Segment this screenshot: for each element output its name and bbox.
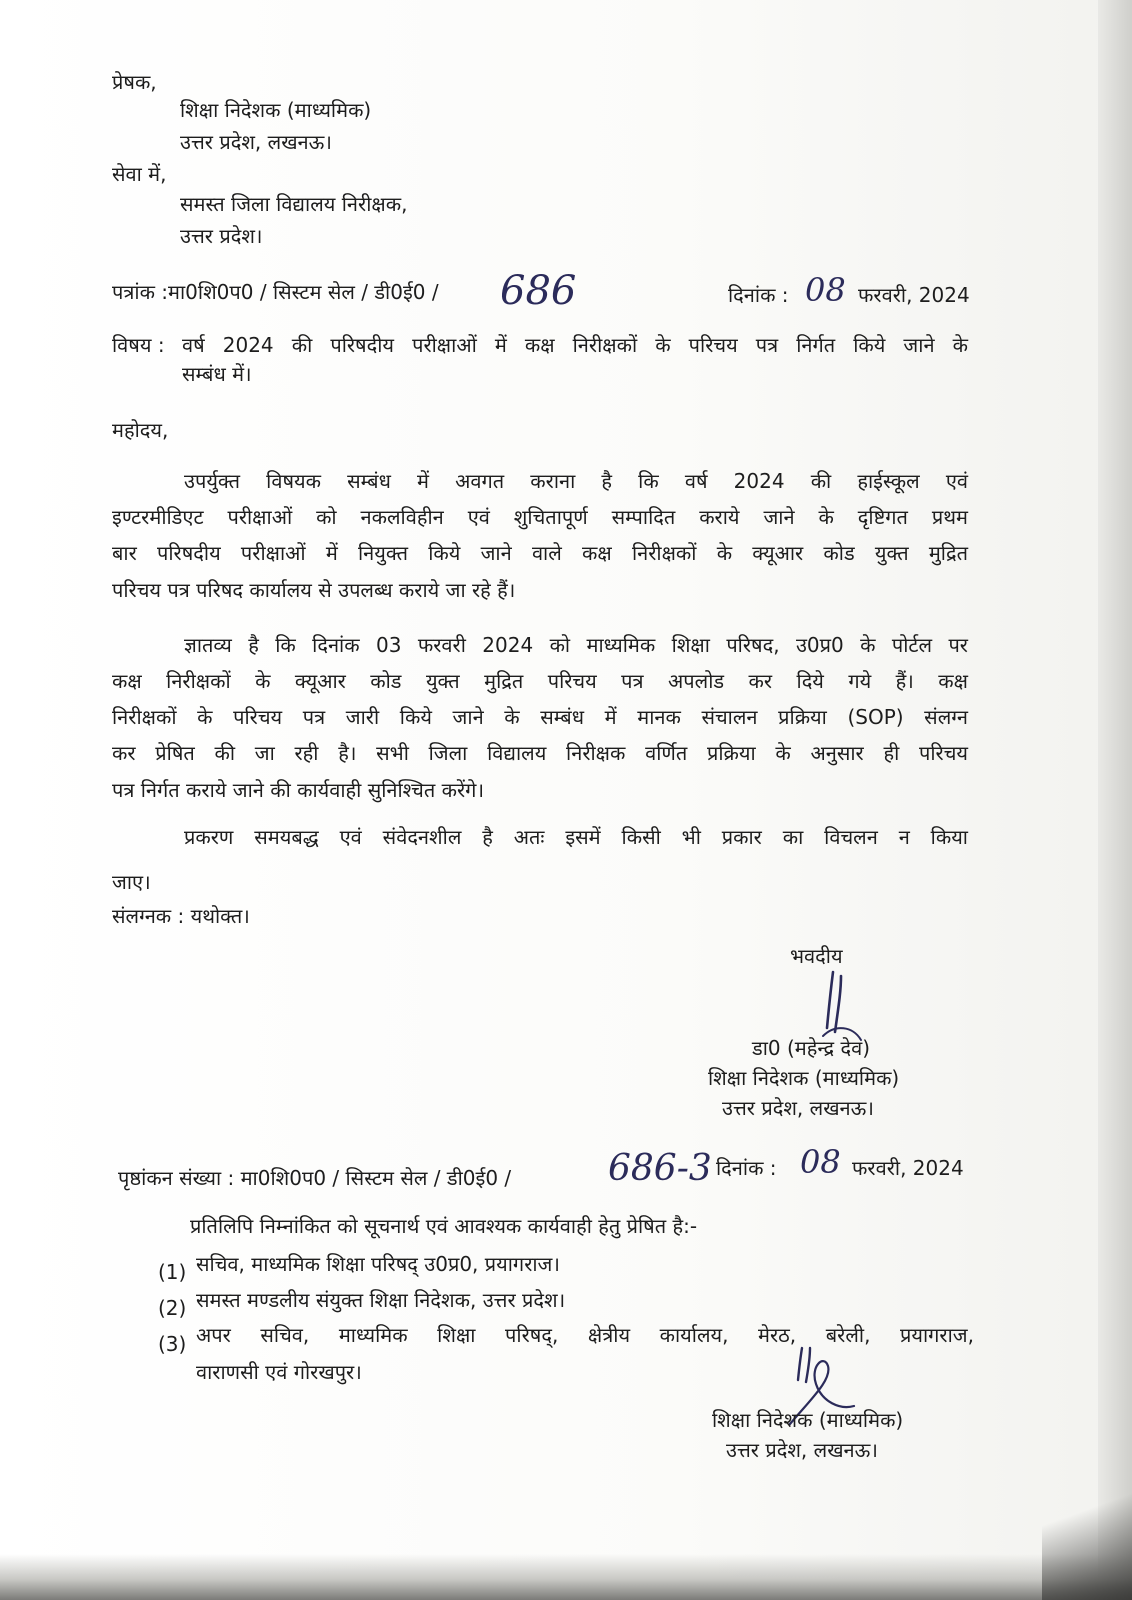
signatory-title: शिक्षा निदेशक (माध्यमिक) bbox=[708, 1066, 900, 1090]
endorsement-day: 08 bbox=[800, 1143, 841, 1181]
recipient-place: उत्तर प्रदेश। bbox=[180, 224, 263, 248]
endorsement-month-year: फरवरी, 2024 bbox=[852, 1156, 964, 1180]
para2-line: कक्ष निरीक्षकों के क्यूआर कोड युक्त मुद्रित परिचय पत्र अपलोड कर दिये गये हैं। कक्ष bbox=[112, 669, 968, 693]
ref-day: 08 bbox=[805, 271, 846, 309]
salutation: महोदय, bbox=[112, 418, 169, 442]
closing: भवदीय bbox=[790, 944, 843, 968]
subject-line-1: वर्ष 2024 की परिषदीय परीक्षाओं में कक्ष निरीक्षकों के परिचय पत्र निर्गत किये जाने के bbox=[182, 333, 968, 357]
ref-number: 686 bbox=[500, 268, 577, 314]
ref-prefix: पत्रांक :मा0शि0प0 / सिस्टम सेल / डी0ई0 / bbox=[112, 280, 439, 304]
endorsement-number: 686-3 bbox=[608, 1148, 712, 1189]
ref-month-year: फरवरी, 2024 bbox=[858, 283, 970, 307]
para3-line: प्रकरण समयबद्ध एवं संवेदनशील है अतः इसमें किसी भी प्रकार का विचलन न किया bbox=[184, 825, 968, 849]
copy-item-number: (2) bbox=[158, 1296, 187, 1320]
page-corner-shadow bbox=[1042, 1480, 1132, 1600]
para2-line: ज्ञातव्य है कि दिनांक 03 फरवरी 2024 को माध्यमिक शिक्षा परिषद, उ0प्र0 के पोर्टल पर bbox=[184, 633, 968, 657]
endorsement-date-label: दिनांक : bbox=[716, 1156, 777, 1180]
para1-line: इण्टरमीडिएट परीक्षाओं को नकलविहीन एवं शुचितापूर्ण सम्पादित कराये जाने के दृष्टिगत प्रथम bbox=[112, 505, 968, 529]
copy-intro: प्रतिलिपि निम्नांकित को सूचनार्थ एवं आवश्यक कार्यवाही हेतु प्रेषित है:- bbox=[190, 1214, 698, 1238]
copy-item-number: (1) bbox=[158, 1260, 187, 1284]
para2-line: निरीक्षकों के परिचय पत्र जारी किये जाने के सम्बंध में मानक संचालन प्रक्रिया (SOP) संलग्न bbox=[112, 705, 968, 729]
para2-line: पत्र निर्गत कराये जाने की कार्यवाही सुनिश्चित करेंगे। bbox=[112, 778, 485, 802]
subject-label: विषय : bbox=[112, 333, 165, 357]
recipient-title: समस्त जिला विद्यालय निरीक्षक, bbox=[180, 192, 408, 216]
footer-signatory-title: शिक्षा निदेशक (माध्यमिक) bbox=[712, 1408, 904, 1432]
sender-label: प्रेषक, bbox=[112, 70, 157, 94]
subject-line-2: सम्बंध में। bbox=[182, 362, 252, 386]
copy-item-number: (3) bbox=[158, 1332, 187, 1356]
para3-line: जाए। bbox=[112, 870, 151, 894]
sender-place: उत्तर प्रदेश, लखनऊ। bbox=[180, 130, 332, 154]
ref-date-label: दिनांक : bbox=[728, 283, 789, 307]
endorsement-prefix: पृष्ठांकन संख्या : मा0शि0प0 / सिस्टम सेल / डी0ई0 / bbox=[118, 1166, 512, 1190]
page-bottom-shadow bbox=[0, 1554, 1132, 1600]
para1-line: बार परिषदीय परीक्षाओं में नियुक्त किये जाने वाले कक्ष निरीक्षकों के क्यूआर कोड युक्त मुद्रित bbox=[112, 541, 968, 565]
signature-mark bbox=[805, 966, 875, 1046]
signatory-name: डा0 (महेन्द्र देव) bbox=[752, 1036, 871, 1060]
copy-item-text: समस्त मण्डलीय संयुक्त शिक्षा निदेशक, उत्तर प्रदेश। bbox=[196, 1288, 566, 1312]
para1-line: उपर्युक्त विषयक सम्बंध में अवगत कराना है कि वर्ष 2024 की हाईस्कूल एवं bbox=[184, 469, 968, 493]
to-label: सेवा में, bbox=[112, 162, 167, 186]
signatory-place: उत्तर प्रदेश, लखनऊ। bbox=[722, 1096, 874, 1120]
sender-title: शिक्षा निदेशक (माध्यमिक) bbox=[180, 98, 372, 122]
page-edge-shadow bbox=[1098, 0, 1132, 1600]
enclosure: संलग्नक : यथोक्त। bbox=[112, 904, 250, 928]
copy-item-text: सचिव, माध्यमिक शिक्षा परिषद् उ0प्र0, प्रयागराज। bbox=[196, 1252, 560, 1276]
copy-item-continuation: वाराणसी एवं गोरखपुर। bbox=[196, 1360, 362, 1384]
para1-line: परिचय पत्र परिषद कार्यालय से उपलब्ध कराये जा रहे हैं। bbox=[112, 578, 516, 602]
footer-signatory-place: उत्तर प्रदेश, लखनऊ। bbox=[726, 1438, 878, 1462]
para2-line: कर प्रेषित की जा रही है। सभी जिला विद्यालय निरीक्षक वर्णित प्रक्रिया के अनुसार ही परिचय bbox=[112, 741, 968, 765]
copy-item-text: अपर सचिव, माध्यमिक शिक्षा परिषद्, क्षेत्रीय कार्यालय, मेरठ, बरेली, प्रयागराज, bbox=[196, 1323, 974, 1347]
